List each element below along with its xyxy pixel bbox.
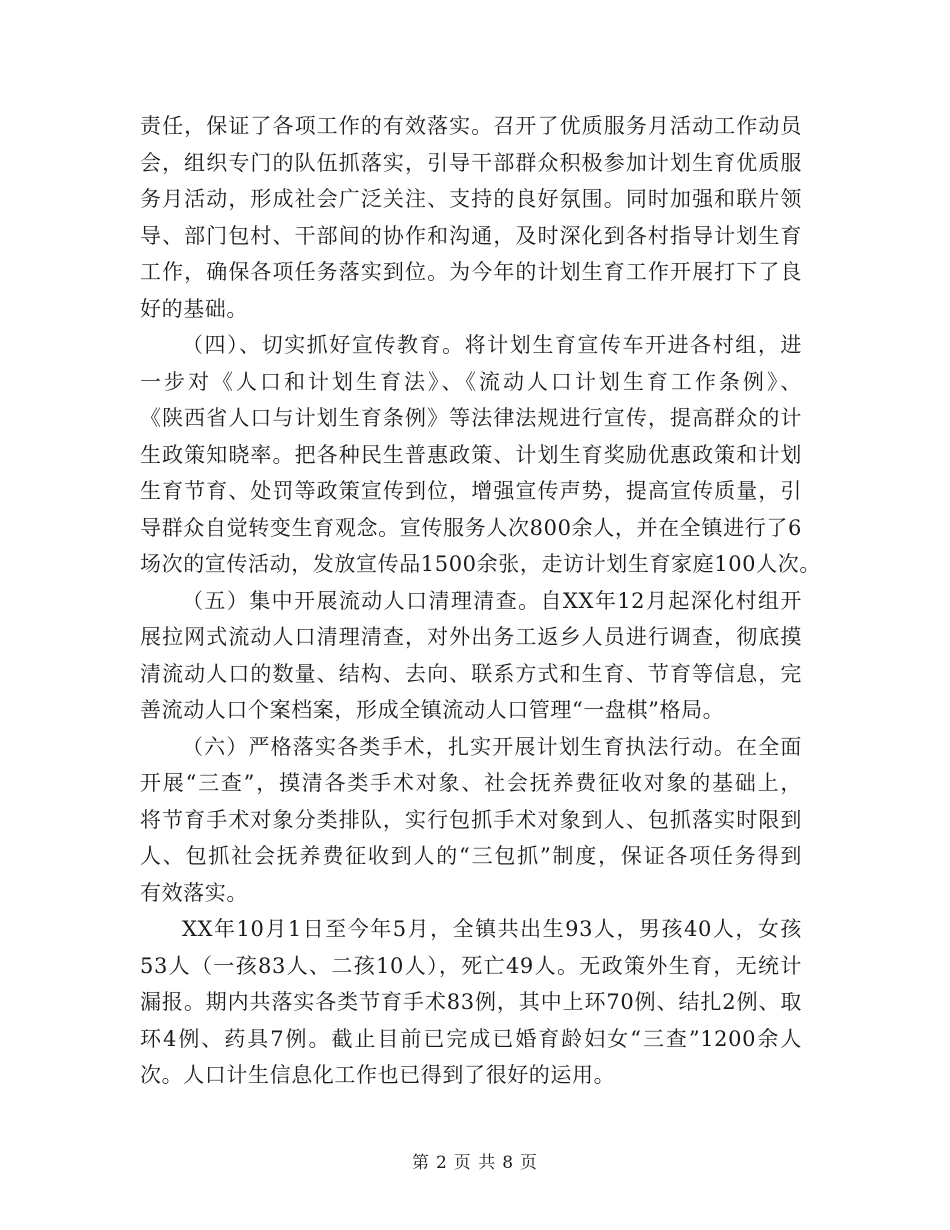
text-line: XX年10月1日至今年5月，全镇共出生93人，男孩40人，女孩 bbox=[182, 917, 802, 941]
text-line: 53人（一孩83人、二孩10人），死亡49人。无政策外生育，无统计 bbox=[140, 953, 802, 978]
text-line: （五）集中开展流动人口清理清查。自XX年12月起深化村组开 bbox=[182, 588, 802, 613]
footer-prefix: 第 bbox=[411, 1153, 430, 1173]
text-line: 场次的宣传活动，发放宣传品1500余张，走访计划生育家庭100人次。 bbox=[140, 552, 821, 576]
text-line: 导、部门包村、干部间的协作和沟通，及时深化到各村指导计划生育 bbox=[140, 223, 802, 248]
text-line: 清流动人口的数量、结构、去向、联系方式和生育、节育等信息，完 bbox=[140, 661, 802, 686]
document-body bbox=[140, 108, 821, 1094]
paragraph-4 bbox=[140, 729, 802, 912]
text-line: 责任，保证了各项工作的有效落实。召开了优质服务月活动工作动员 bbox=[140, 114, 802, 138]
text-line: 环4例、药具7例。截止目前已完成已婚育龄妇女“三查”1200余人 bbox=[140, 1026, 802, 1051]
text-line: 务月活动，形成社会广泛关注、支持的良好氛围。同时加强和联片领 bbox=[140, 187, 802, 211]
text-line: 工作，确保各项任务落实到位。为今年的计划生育工作开展打下了良 bbox=[140, 260, 802, 284]
text-line: 生育节育、处罚等政策宣传到位，增强宣传声势，提高宣传质量，引 bbox=[140, 479, 802, 503]
text-line: 人、包抓社会抚养费征收到人的“三包抓”制度，保证各项任务得到 bbox=[140, 844, 802, 868]
text-line: 会，组织专门的队伍抓落实，引导干部群众积极参加计划生育优质服 bbox=[140, 150, 802, 175]
text-line: 生政策知晓率。把各种民生普惠政策、计划生育奖励优惠政策和计划 bbox=[140, 442, 802, 467]
paragraph-5 bbox=[140, 911, 802, 1094]
text-line: 开展“三查”，摸清各类手术对象、社会抚养费征收对象的基础上， bbox=[140, 771, 802, 795]
text-line: 将节育手术对象分类排队，实行包抓手术对象到人、包抓落实时限到 bbox=[140, 807, 802, 832]
footer-suffix: 页 bbox=[520, 1153, 539, 1173]
text-line: 漏报。期内共落实各类节育手术83例，其中上环70例、结扎2例、取 bbox=[140, 990, 802, 1014]
text-line: 好的基础。 bbox=[140, 296, 248, 321]
text-line: （四）、切实抓好宣传教育。将计划生育宣传车开进各村组，进 bbox=[182, 333, 802, 357]
text-line: （六）严格落实各类手术，扎实开展计划生育执法行动。在全面 bbox=[182, 734, 802, 759]
footer-page-number: 2 bbox=[435, 1153, 448, 1173]
page-footer bbox=[0, 1148, 950, 1173]
text-line: 《陕西省人口与计划生育条例》等法律法规进行宣传，提高群众的计 bbox=[140, 406, 802, 430]
text-line: 导群众自觉转变生育观念。宣传服务人次800余人，并在全镇进行了6 bbox=[140, 515, 802, 540]
text-line: 展拉网式流动人口清理清查，对外出务工返乡人员进行调查，彻底摸 bbox=[140, 625, 802, 649]
text-line: 次。人口计生信息化工作也已得到了很好的运用。 bbox=[140, 1063, 616, 1087]
paragraph-1 bbox=[140, 108, 802, 327]
paragraph-3 bbox=[140, 583, 802, 729]
text-line: 一步对《人口和计划生育法》、《流动人口计划生育工作条例》、 bbox=[140, 369, 802, 394]
paragraph-2 bbox=[140, 327, 821, 583]
text-line: 有效落实。 bbox=[140, 880, 248, 905]
text-line: 善流动人口个案档案，形成全镇流动人口管理“一盘棋”格局。 bbox=[140, 698, 725, 722]
footer-middle: 页 共 bbox=[453, 1153, 497, 1173]
footer-total-pages: 8 bbox=[502, 1153, 515, 1173]
